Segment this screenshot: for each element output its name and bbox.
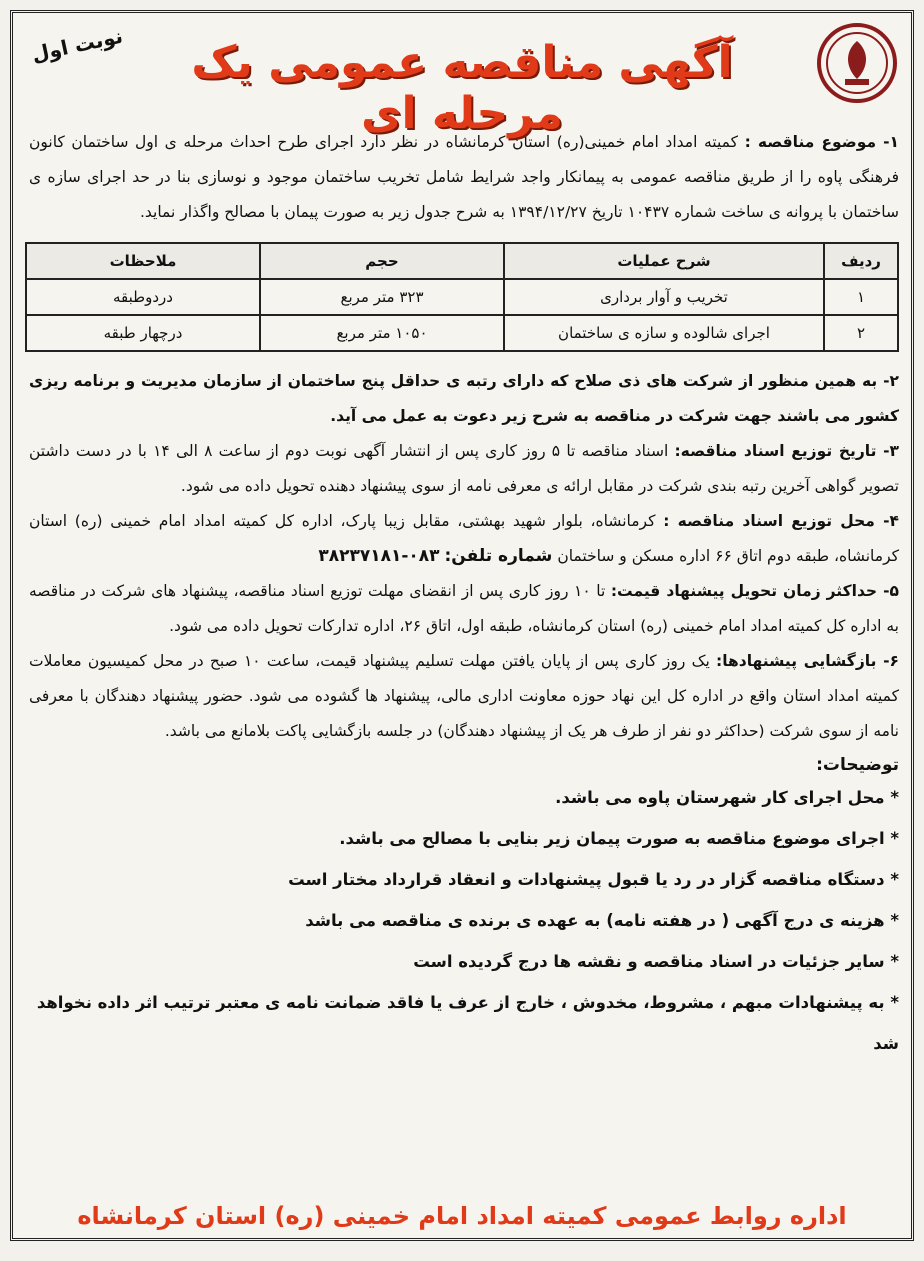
section-3 — [29, 434, 899, 504]
emdad-logo-icon — [815, 21, 899, 105]
page-title: آگهی مناقصه عمومی یک مرحله ای — [191, 37, 733, 139]
table-header: حجم — [260, 243, 504, 279]
table-row — [26, 279, 898, 315]
table-cell: تخریب و آوار برداری — [504, 279, 824, 315]
section-5-label: ۵- حداکثر زمان تحویل پیشنهاد قیمت: — [610, 582, 900, 600]
footer-signature: اداره روابط عمومی کمیته امداد امام خمینی (ره) استان کرمانشاه — [77, 1202, 847, 1230]
section-2-text: ۲- به همین منظور از شرکت های ذی صلاح که دارای رتبه ی حداقل پنج ساختمان از سازمان مدیریت و برنامه ریزی کشور می باشند جهت شرکت در مناقصه به شرح زیر دعوت به عمل می آید. — [29, 372, 899, 425]
table-cell: ۳۲۳ متر مربع — [260, 279, 504, 315]
table-row — [26, 315, 898, 351]
tender-notice — [10, 10, 914, 1241]
section-6-text: یک روز کاری پس از پایان یافتن مهلت تسلیم پیشنهاد قیمت، ساعت ۱۰ صبح در محل کمیسیون معاملات کمیته امداد استان واقع در اداره کل این نهاد حوزه معاونت اداری مالی، پیشنهاد ها گشوده می شود. حضور پیشنهاد دهندگان با معرفی نامه از سوی شرکت (حداکثر دو نفر از طرف هر یک از پیشنهاد دهندگان) در جلسه بازگشایی پاکت بلامانع می باشد. — [29, 652, 899, 740]
phone-label: شماره تلفن: — [444, 546, 553, 566]
note-item: * هزینه ی درج آگهی ( در هفته نامه) به عهده ی برنده ی مناقصه می باشد — [305, 911, 899, 930]
operations-table — [25, 242, 899, 352]
notes-title: توضیحات: — [816, 755, 899, 775]
section-6-label: ۶- بازگشایی پیشنهادها: — [716, 652, 899, 670]
section-6 — [29, 644, 899, 749]
table-header-row — [26, 243, 898, 279]
note-item: * اجرای موضوع مناقصه به صورت پیمان زیر بنایی با مصالح می باشد. — [339, 829, 899, 848]
table-cell: دردوطبقه — [26, 279, 260, 315]
table-header: ملاحظات — [26, 243, 260, 279]
section-4 — [29, 504, 899, 574]
section-5-text: تا ۱۰ روز کاری پس از انقضای مهلت توزیع اسناد مناقصه، پیشنهاد های شرکت در مناقصه به اداره کل کمیته امداد امام خمینی (ره) استان کرمانشاه، طبقه اول، اتاق ۲۶، اداره تدارکات تحویل داده می شود. — [29, 582, 899, 635]
table-cell: ۲ — [824, 315, 898, 351]
table-cell: درچهار طبقه — [26, 315, 260, 351]
note-item: * دستگاه مناقصه گزار در رد یا قبول پیشنهادات و انعقاد قرارداد مختار است — [288, 870, 899, 889]
section-1 — [29, 125, 899, 230]
section-3-label: ۳- تاریخ توزیع اسناد مناقصه: — [674, 442, 899, 460]
table-cell: ۱ — [824, 279, 898, 315]
header — [13, 13, 911, 139]
section-4-label: ۴- محل توزیع اسناد مناقصه : — [663, 512, 899, 530]
note-item: * سایر جزئیات در اسناد مناقصه و نقشه ها درج گردیده است — [413, 952, 899, 971]
note-item: * به پیشنهادات مبهم ، مشروط، مخدوش ، خارج از عرف یا فاقد ضمانت نامه ی معتبر ترتیب اثر داده نخواهد شد — [36, 993, 899, 1053]
note-item: * محل اجرای کار شهرستان پاوه می باشد. — [555, 788, 899, 807]
edition-label: نوبت اول — [29, 23, 125, 67]
section-5 — [29, 574, 899, 644]
table-header: ردیف — [824, 243, 898, 279]
table-cell: ۱۰۵۰ متر مربع — [260, 315, 504, 351]
section-1-label: ۱- موضوع مناقصه : — [744, 133, 899, 151]
phone-number: ۰۸۳-۳۸۲۳۷۱۸۱ — [318, 546, 440, 566]
table-header: شرح عملیات — [504, 243, 824, 279]
section-4-text: کرمانشاه، بلوار شهید بهشتی، مقابل زیبا پارک، اداره کل کمیته امداد امام خمینی (ره) استان کرمانشاه، طبقه دوم اتاق ۶۶ اداره مسکن و ساختمان — [29, 512, 899, 565]
table-cell: اجرای شالوده و سازه ی ساختمان — [504, 315, 824, 351]
section-3-text: اسناد مناقصه تا ۵ روز کاری پس از انتشار آگهی نوبت دوم از ساعت ۸ الی ۱۴ با در دست داشتن تصویر گواهی آخرین رتبه بندی شرکت در مقابل ارائه ی معرفی نامه از سوی پیشنهاد دهنده تحویل داده می شود. — [29, 442, 899, 495]
section-2 — [29, 364, 899, 434]
section-1-text: کمیته امداد امام خمینی(ره) استان کرمانشاه در نظر دارد اجرای طرح احداث مرحله ی اول ساختمان کانون فرهنگی پاوه را از طریق مناقصه عمومی به پیمانکار واجد شرایط شامل تخریب ساختمان موجود و نوسازی بنا در حد اجرای سازه ی ساختمان با پروانه ی ساخت شماره ۱۰۴۳۷ تاریخ ۱۳۹۴/۱۲/۲۷ به شرح جدول زیر به صورت پیمان با مصالح واگذار نماید. — [29, 133, 899, 221]
